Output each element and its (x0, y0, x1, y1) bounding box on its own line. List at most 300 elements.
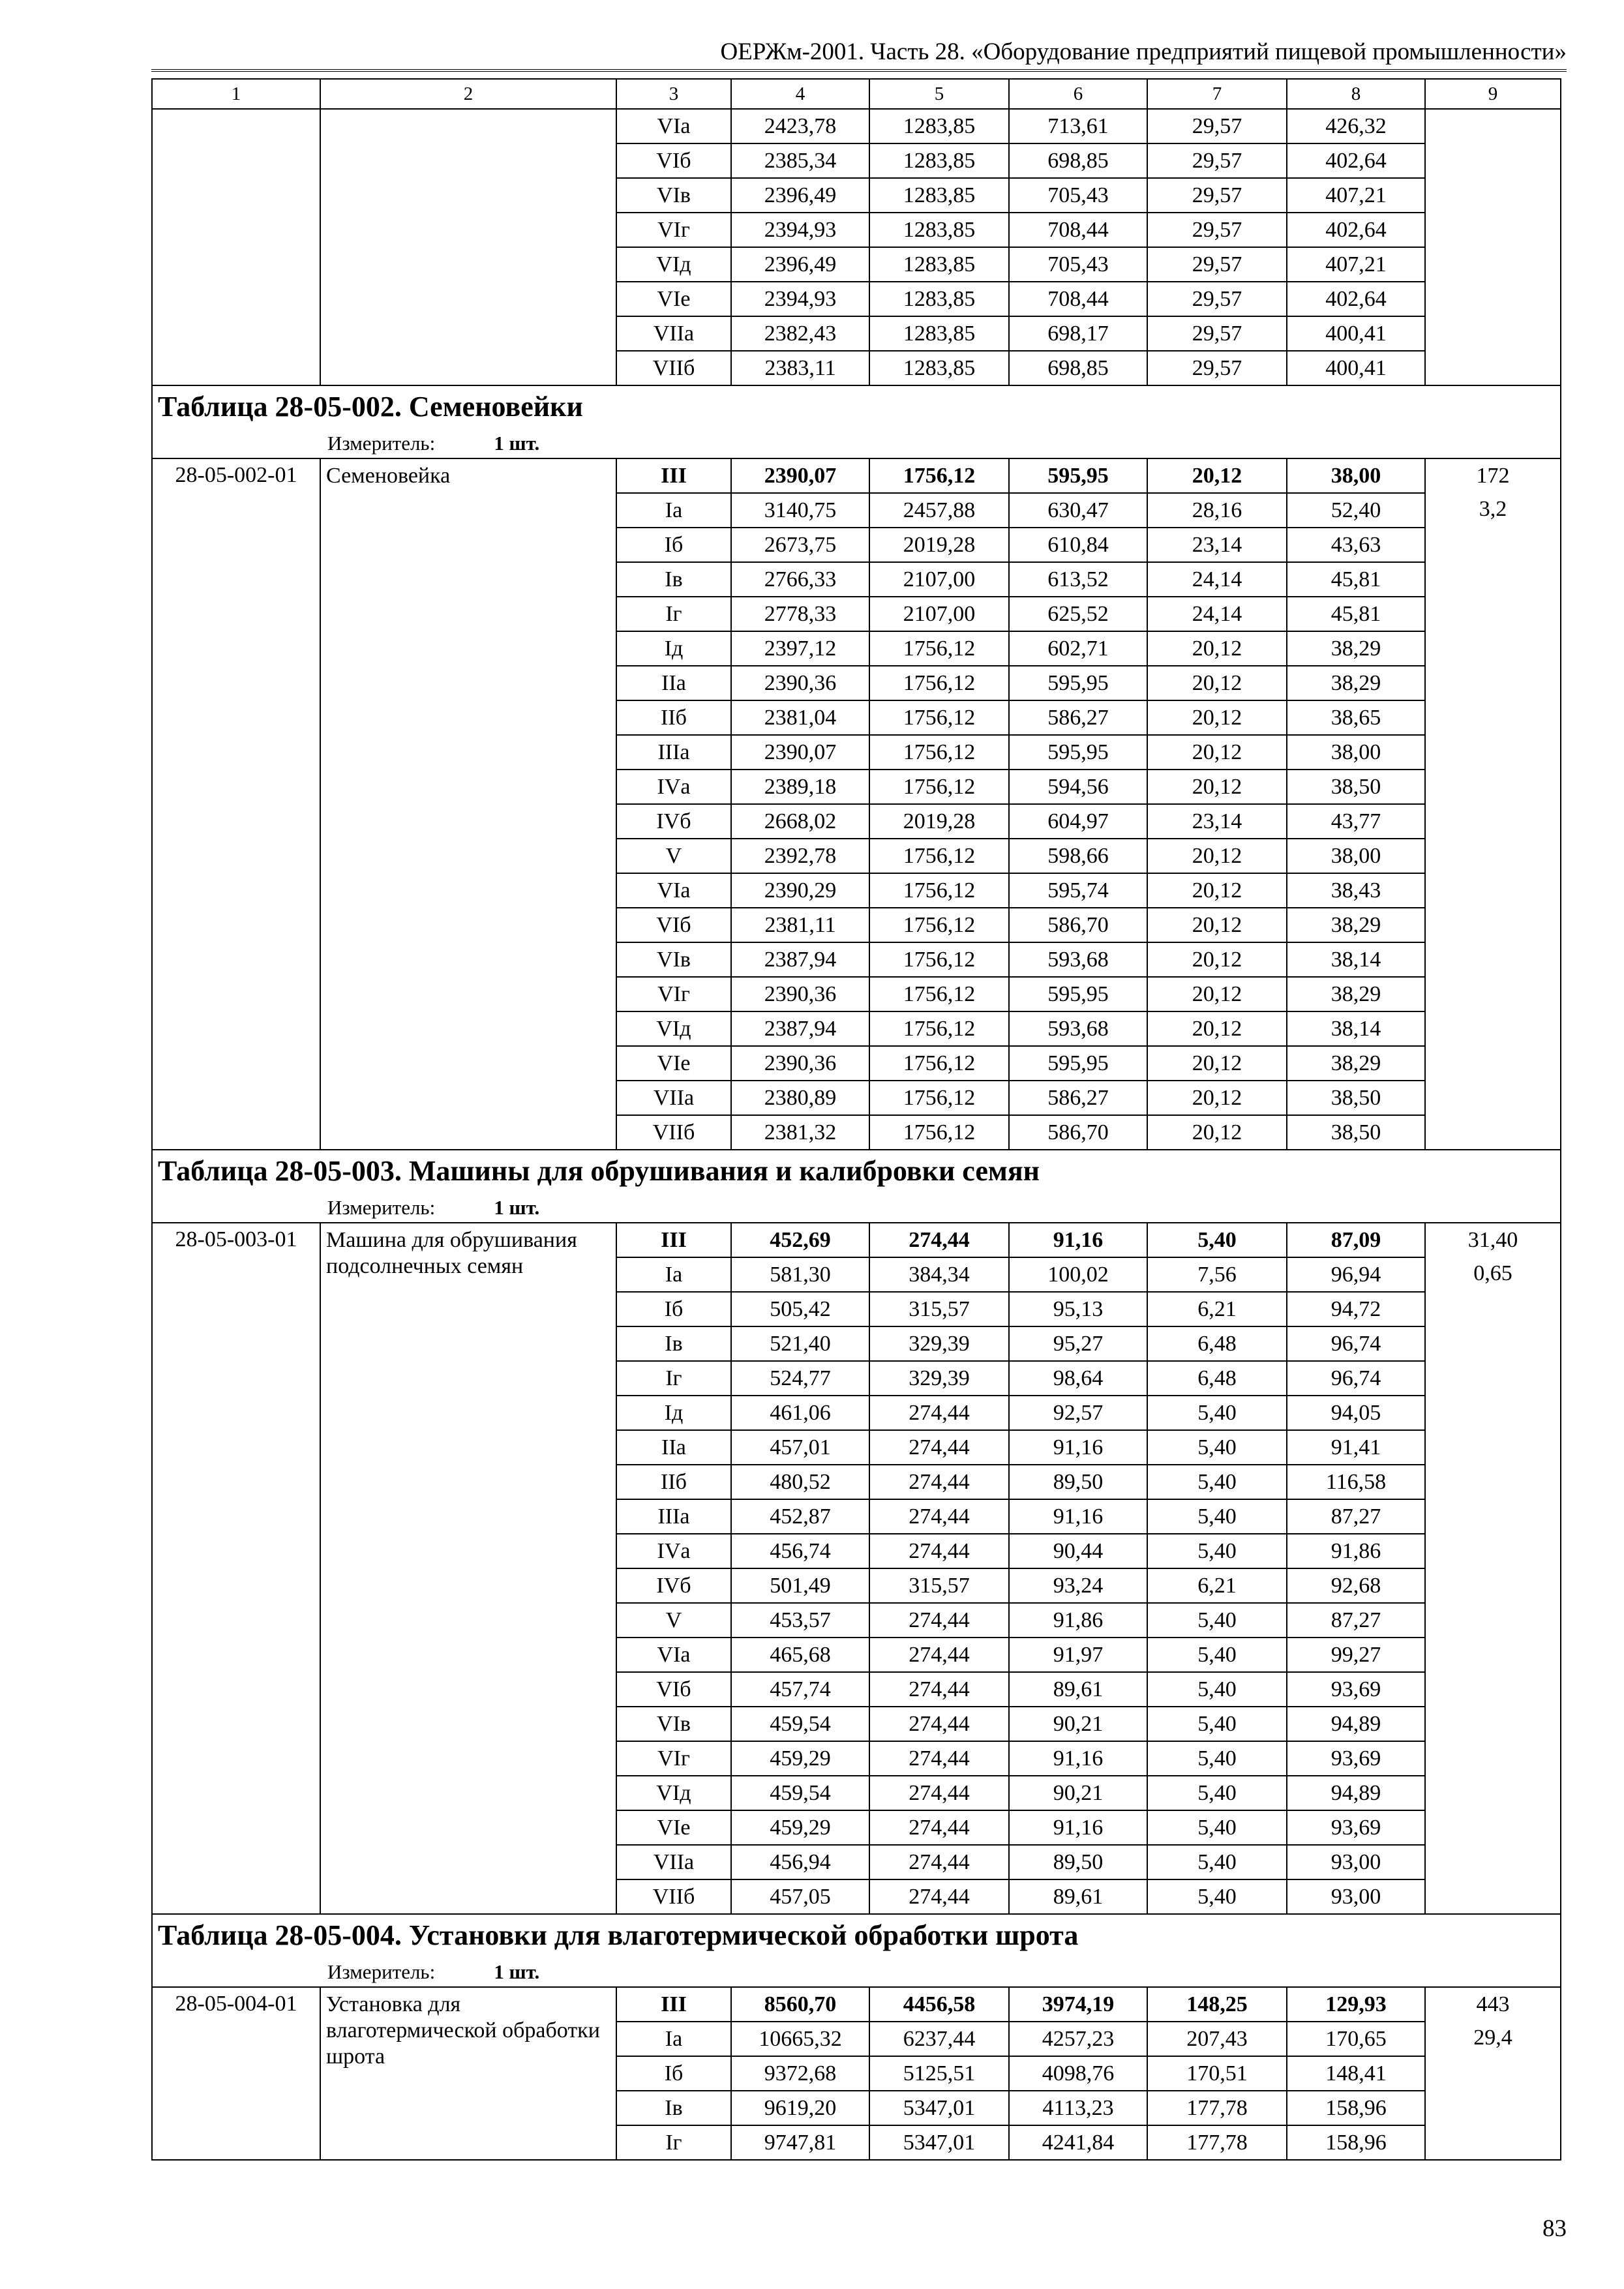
value-cell: 274,44 (869, 1810, 1009, 1845)
value-cell: 1283,85 (869, 351, 1009, 385)
zone-cell: Iг (616, 2125, 731, 2160)
value-cell: 329,39 (869, 1326, 1009, 1361)
value-cell: 9372,68 (731, 2056, 869, 2091)
value-cell: 274,44 (869, 1638, 1009, 1672)
value-cell: 2390,36 (731, 666, 869, 700)
value-cell: 598,66 (1009, 839, 1147, 873)
value-cell: 708,44 (1009, 213, 1147, 247)
value-cell: 5,40 (1147, 1223, 1287, 1257)
zone-cell: IVб (616, 1568, 731, 1603)
page-header: ОЕРЖм-2001. Часть 28. «Оборудование предприятий пищевой промышленности» (151, 38, 1567, 72)
value-cell: 274,44 (869, 1499, 1009, 1534)
value-cell: 92,68 (1287, 1568, 1425, 1603)
value-cell: 595,95 (1009, 977, 1147, 1011)
zone-cell: VIд (616, 247, 731, 282)
value-cell: 2392,78 (731, 839, 869, 873)
unit-row (152, 429, 1561, 458)
extra-value: 0,65 (1473, 1261, 1512, 1285)
value-cell: 43,77 (1287, 804, 1425, 839)
value-cell: 38,29 (1287, 1046, 1425, 1081)
unit-label: Измеритель: (327, 1196, 436, 1219)
column-number: 8 (1287, 79, 1425, 109)
code-cell (152, 109, 320, 385)
value-cell: 595,95 (1009, 1046, 1147, 1081)
value-cell: 6,21 (1147, 1292, 1287, 1326)
value-cell: 400,41 (1287, 316, 1425, 351)
value-cell: 456,74 (731, 1534, 869, 1568)
value-cell: 98,64 (1009, 1361, 1147, 1396)
value-cell: 20,12 (1147, 631, 1287, 666)
value-cell: 1756,12 (869, 770, 1009, 804)
zone-cell: VIIб (616, 351, 731, 385)
value-cell: 93,69 (1287, 1810, 1425, 1845)
item-extra (1425, 1987, 1561, 2160)
zone-cell: III (616, 1987, 731, 2022)
value-cell: 2107,00 (869, 597, 1009, 631)
value-cell: 630,47 (1009, 493, 1147, 528)
value-cell: 2390,07 (731, 735, 869, 770)
value-cell: 10665,32 (731, 2022, 869, 2056)
value-cell: 602,71 (1009, 631, 1147, 666)
value-cell: 2383,11 (731, 351, 869, 385)
value-cell: 2380,89 (731, 1081, 869, 1115)
item-extra (1425, 1223, 1561, 1914)
value-cell: 586,70 (1009, 908, 1147, 942)
zone-cell: IIIа (616, 735, 731, 770)
value-cell: 148,25 (1147, 1987, 1287, 2022)
value-cell: 100,02 (1009, 1257, 1147, 1292)
value-cell: 456,94 (731, 1845, 869, 1879)
unit-value: 1 шт. (494, 1960, 540, 1983)
zone-cell: VIIб (616, 1879, 731, 1914)
value-cell: 274,44 (869, 1396, 1009, 1430)
value-cell: 94,89 (1287, 1776, 1425, 1810)
extra-cell (1425, 109, 1561, 385)
value-cell: 93,24 (1009, 1568, 1147, 1603)
table-row (152, 1223, 1561, 1257)
value-cell: 38,00 (1287, 735, 1425, 770)
value-cell: 1756,12 (869, 839, 1009, 873)
value-cell: 20,12 (1147, 1081, 1287, 1115)
value-cell: 87,27 (1287, 1603, 1425, 1638)
value-cell: 92,57 (1009, 1396, 1147, 1430)
value-cell: 698,85 (1009, 143, 1147, 178)
item-code: 28-05-003-01 (152, 1223, 320, 1914)
zone-cell: VIв (616, 178, 731, 213)
value-cell: 3140,75 (731, 493, 869, 528)
section-title: Таблица 28-05-004. Установки для влаготермической обработки шрота (152, 1914, 1561, 1958)
unit-label: Измеритель: (327, 432, 436, 455)
value-cell: 3974,19 (1009, 1987, 1147, 2022)
zone-cell: VIв (616, 1707, 731, 1741)
zone-cell: VIа (616, 109, 731, 143)
zone-cell: VIе (616, 1810, 731, 1845)
value-cell: 480,52 (731, 1465, 869, 1499)
value-cell: 407,21 (1287, 247, 1425, 282)
value-cell: 20,12 (1147, 873, 1287, 908)
zone-cell: III (616, 1223, 731, 1257)
value-cell: 5,40 (1147, 1396, 1287, 1430)
value-cell: 91,41 (1287, 1430, 1425, 1465)
value-cell: 2390,07 (731, 458, 869, 493)
value-cell: 384,34 (869, 1257, 1009, 1292)
zone-cell: Iд (616, 631, 731, 666)
zone-cell: Iа (616, 2022, 731, 2056)
value-cell: 2389,18 (731, 770, 869, 804)
zone-cell: Iв (616, 562, 731, 597)
value-cell: 38,14 (1287, 1011, 1425, 1046)
value-cell: 274,44 (869, 1672, 1009, 1707)
value-cell: 20,12 (1147, 908, 1287, 942)
zone-cell: Iа (616, 493, 731, 528)
zone-cell: VIб (616, 143, 731, 178)
value-cell: 457,01 (731, 1430, 869, 1465)
value-cell: 20,12 (1147, 839, 1287, 873)
value-cell: 170,51 (1147, 2056, 1287, 2091)
value-cell: 2673,75 (731, 528, 869, 562)
value-cell: 38,14 (1287, 942, 1425, 977)
value-cell: 5347,01 (869, 2125, 1009, 2160)
value-cell: 20,12 (1147, 770, 1287, 804)
value-cell: 4098,76 (1009, 2056, 1147, 2091)
value-cell: 29,57 (1147, 143, 1287, 178)
unit-cell (152, 1958, 1561, 1987)
zone-cell: Iб (616, 1292, 731, 1326)
value-cell: 402,64 (1287, 282, 1425, 316)
zone-cell: VIа (616, 873, 731, 908)
value-cell: 2387,94 (731, 942, 869, 977)
value-cell: 274,44 (869, 1430, 1009, 1465)
value-cell: 29,57 (1147, 282, 1287, 316)
zone-cell: Iг (616, 1361, 731, 1396)
value-cell: 400,41 (1287, 351, 1425, 385)
value-cell: 2396,49 (731, 247, 869, 282)
column-number: 2 (320, 79, 616, 109)
section-title-row (152, 385, 1561, 429)
value-cell: 595,95 (1009, 458, 1147, 493)
value-cell: 524,77 (731, 1361, 869, 1396)
value-cell: 5,40 (1147, 1638, 1287, 1672)
value-cell: 1283,85 (869, 247, 1009, 282)
value-cell: 1756,12 (869, 735, 1009, 770)
value-cell: 459,29 (731, 1810, 869, 1845)
value-cell: 1756,12 (869, 1115, 1009, 1150)
value-cell: 99,27 (1287, 1638, 1425, 1672)
value-cell: 315,57 (869, 1292, 1009, 1326)
value-cell: 177,78 (1147, 2091, 1287, 2125)
value-cell: 94,72 (1287, 1292, 1425, 1326)
value-cell: 505,42 (731, 1292, 869, 1326)
value-cell: 2390,29 (731, 873, 869, 908)
value-cell: 593,68 (1009, 1011, 1147, 1046)
zone-cell: VIб (616, 1672, 731, 1707)
value-cell: 93,69 (1287, 1672, 1425, 1707)
value-cell: 1756,12 (869, 666, 1009, 700)
value-cell: 38,50 (1287, 1081, 1425, 1115)
value-cell: 1756,12 (869, 942, 1009, 977)
value-cell: 1756,12 (869, 873, 1009, 908)
value-cell: 4241,84 (1009, 2125, 1147, 2160)
section-title-row (152, 1914, 1561, 1958)
zone-cell: III (616, 458, 731, 493)
value-cell: 459,54 (731, 1776, 869, 1810)
value-cell: 5,40 (1147, 1741, 1287, 1776)
value-cell: 426,32 (1287, 109, 1425, 143)
page-number: 83 (1542, 2215, 1567, 2242)
value-cell: 89,61 (1009, 1879, 1147, 1914)
value-cell: 45,81 (1287, 597, 1425, 631)
value-cell: 521,40 (731, 1326, 869, 1361)
value-cell: 90,21 (1009, 1776, 1147, 1810)
unit-cell (152, 1193, 1561, 1223)
column-number: 5 (869, 79, 1009, 109)
value-cell: 91,16 (1009, 1223, 1147, 1257)
zone-cell: Iв (616, 2091, 731, 2125)
value-cell: 2668,02 (731, 804, 869, 839)
column-number: 3 (616, 79, 731, 109)
value-cell: 274,44 (869, 1534, 1009, 1568)
value-cell: 29,57 (1147, 351, 1287, 385)
zone-cell: IIб (616, 1465, 731, 1499)
value-cell: 457,05 (731, 1879, 869, 1914)
zone-cell: IIIа (616, 1499, 731, 1534)
value-cell: 20,12 (1147, 700, 1287, 735)
value-cell: 2019,28 (869, 804, 1009, 839)
value-cell: 91,86 (1009, 1603, 1147, 1638)
value-cell: 2390,36 (731, 1046, 869, 1081)
value-cell: 91,86 (1287, 1534, 1425, 1568)
table-row (152, 458, 1561, 493)
value-cell: 2778,33 (731, 597, 869, 631)
extra-value: 3,2 (1479, 497, 1507, 521)
value-cell: 90,21 (1009, 1707, 1147, 1741)
extra-value: 31,40 (1467, 1228, 1518, 1252)
value-cell: 2387,94 (731, 1011, 869, 1046)
value-cell: 20,12 (1147, 977, 1287, 1011)
value-cell: 1756,12 (869, 1011, 1009, 1046)
value-cell: 329,39 (869, 1361, 1009, 1396)
value-cell: 1756,12 (869, 700, 1009, 735)
table-row (152, 1987, 1561, 2022)
value-cell: 9747,81 (731, 2125, 869, 2160)
value-cell: 38,00 (1287, 458, 1425, 493)
value-cell: 2397,12 (731, 631, 869, 666)
value-cell: 23,14 (1147, 528, 1287, 562)
value-cell: 6,48 (1147, 1361, 1287, 1396)
column-number: 1 (152, 79, 320, 109)
value-cell: 23,14 (1147, 804, 1287, 839)
value-cell: 459,29 (731, 1741, 869, 1776)
value-cell: 38,50 (1287, 770, 1425, 804)
value-cell: 610,84 (1009, 528, 1147, 562)
zone-cell: IVа (616, 1534, 731, 1568)
value-cell: 29,57 (1147, 109, 1287, 143)
value-cell: 24,14 (1147, 597, 1287, 631)
value-cell: 9619,20 (731, 2091, 869, 2125)
value-cell: 87,27 (1287, 1499, 1425, 1534)
value-cell: 1283,85 (869, 143, 1009, 178)
value-cell: 91,97 (1009, 1638, 1147, 1672)
zone-cell: VIIб (616, 1115, 731, 1150)
value-cell: 6,48 (1147, 1326, 1287, 1361)
value-cell: 586,27 (1009, 1081, 1147, 1115)
value-cell: 5,40 (1147, 1672, 1287, 1707)
value-cell: 581,30 (731, 1257, 869, 1292)
value-cell: 501,49 (731, 1568, 869, 1603)
unit-value: 1 шт. (494, 1196, 540, 1219)
price-table (151, 78, 1561, 2161)
value-cell: 1283,85 (869, 109, 1009, 143)
value-cell: 45,81 (1287, 562, 1425, 597)
section-title-row (152, 1150, 1561, 1193)
value-cell: 38,29 (1287, 977, 1425, 1011)
value-cell: 459,54 (731, 1707, 869, 1741)
value-cell: 274,44 (869, 1879, 1009, 1914)
value-cell: 29,57 (1147, 178, 1287, 213)
value-cell: 93,69 (1287, 1741, 1425, 1776)
value-cell: 586,70 (1009, 1115, 1147, 1150)
value-cell: 43,63 (1287, 528, 1425, 562)
value-cell: 4456,58 (869, 1987, 1009, 2022)
value-cell: 2766,33 (731, 562, 869, 597)
unit-label: Измеритель: (327, 1960, 436, 1983)
value-cell: 274,44 (869, 1776, 1009, 1810)
value-cell: 1756,12 (869, 458, 1009, 493)
value-cell: 38,29 (1287, 908, 1425, 942)
value-cell: 698,85 (1009, 351, 1147, 385)
value-cell: 95,27 (1009, 1326, 1147, 1361)
unit-row (152, 1193, 1561, 1223)
value-cell: 4113,23 (1009, 2091, 1147, 2125)
value-cell: 89,61 (1009, 1672, 1147, 1707)
value-cell: 6,21 (1147, 1568, 1287, 1603)
zone-cell: IIа (616, 1430, 731, 1465)
value-cell: 93,00 (1287, 1845, 1425, 1879)
value-cell: 20,12 (1147, 1115, 1287, 1150)
zone-cell: VIг (616, 213, 731, 247)
value-cell: 705,43 (1009, 247, 1147, 282)
value-cell: 1756,12 (869, 631, 1009, 666)
value-cell: 713,61 (1009, 109, 1147, 143)
extra-value: 29,4 (1473, 2026, 1512, 2050)
value-cell: 29,57 (1147, 247, 1287, 282)
section-title: Таблица 28-05-003. Машины для обрушивания и калибровки семян (152, 1150, 1561, 1193)
value-cell: 698,17 (1009, 316, 1147, 351)
value-cell: 1756,12 (869, 1046, 1009, 1081)
value-cell: 1756,12 (869, 908, 1009, 942)
value-cell: 274,44 (869, 1741, 1009, 1776)
zone-cell: VIд (616, 1011, 731, 1046)
value-cell: 5,40 (1147, 1534, 1287, 1568)
value-cell: 207,43 (1147, 2022, 1287, 2056)
value-cell: 595,95 (1009, 735, 1147, 770)
value-cell: 96,94 (1287, 1257, 1425, 1292)
value-cell: 1283,85 (869, 282, 1009, 316)
item-code: 28-05-004-01 (152, 1987, 320, 2160)
value-cell: 5,40 (1147, 1707, 1287, 1741)
item-extra (1425, 458, 1561, 1150)
zone-cell: VIIа (616, 1081, 731, 1115)
zone-cell: VIв (616, 942, 731, 977)
value-cell: 38,43 (1287, 873, 1425, 908)
unit-cell (152, 429, 1561, 458)
value-cell: 170,65 (1287, 2022, 1425, 2056)
value-cell: 52,40 (1287, 493, 1425, 528)
value-cell: 38,29 (1287, 666, 1425, 700)
item-name: Семеновейка (320, 458, 616, 1150)
value-cell: 6237,44 (869, 2022, 1009, 2056)
column-number: 6 (1009, 79, 1147, 109)
value-cell: 28,16 (1147, 493, 1287, 528)
zone-cell: VIа (616, 1638, 731, 1672)
value-cell: 2396,49 (731, 178, 869, 213)
value-cell: 5125,51 (869, 2056, 1009, 2091)
value-cell: 91,16 (1009, 1430, 1147, 1465)
value-cell: 274,44 (869, 1707, 1009, 1741)
value-cell: 96,74 (1287, 1361, 1425, 1396)
value-cell: 625,52 (1009, 597, 1147, 631)
item-name: Установка для влаготермической обработки шрота (320, 1987, 616, 2160)
value-cell: 465,68 (731, 1638, 869, 1672)
value-cell: 177,78 (1147, 2125, 1287, 2160)
value-cell: 1283,85 (869, 213, 1009, 247)
value-cell: 2019,28 (869, 528, 1009, 562)
value-cell: 158,96 (1287, 2125, 1425, 2160)
extra-value: 443 (1476, 1992, 1510, 2016)
value-cell: 5,40 (1147, 1430, 1287, 1465)
zone-cell: VIг (616, 977, 731, 1011)
value-cell: 87,09 (1287, 1223, 1425, 1257)
zone-cell: VIIа (616, 1845, 731, 1879)
value-cell: 29,57 (1147, 213, 1287, 247)
item-name: Машина для обрушивания подсолнечных семян (320, 1223, 616, 1914)
value-cell: 38,65 (1287, 700, 1425, 735)
value-cell: 93,00 (1287, 1879, 1425, 1914)
value-cell: 148,41 (1287, 2056, 1425, 2091)
value-cell: 7,56 (1147, 1257, 1287, 1292)
value-cell: 20,12 (1147, 1011, 1287, 1046)
value-cell: 274,44 (869, 1845, 1009, 1879)
value-cell: 2382,43 (731, 316, 869, 351)
value-cell: 457,74 (731, 1672, 869, 1707)
column-number: 9 (1425, 79, 1561, 109)
value-cell: 604,97 (1009, 804, 1147, 839)
value-cell: 38,00 (1287, 839, 1425, 873)
zone-cell: VIг (616, 1741, 731, 1776)
value-cell: 1283,85 (869, 316, 1009, 351)
value-cell: 5,40 (1147, 1879, 1287, 1914)
value-cell: 2107,00 (869, 562, 1009, 597)
value-cell: 2381,11 (731, 908, 869, 942)
value-cell: 452,87 (731, 1499, 869, 1534)
value-cell: 407,21 (1287, 178, 1425, 213)
zone-cell: IIа (616, 666, 731, 700)
value-cell: 91,16 (1009, 1499, 1147, 1534)
zone-cell: Iа (616, 1257, 731, 1292)
zone-cell: Iд (616, 1396, 731, 1430)
zone-cell: VIе (616, 1046, 731, 1081)
value-cell: 2423,78 (731, 109, 869, 143)
zone-cell: Iг (616, 597, 731, 631)
value-cell: 8560,70 (731, 1987, 869, 2022)
value-cell: 613,52 (1009, 562, 1147, 597)
extra-value: 172 (1476, 464, 1510, 488)
zone-cell: IVб (616, 804, 731, 839)
value-cell: 274,44 (869, 1465, 1009, 1499)
value-cell: 594,56 (1009, 770, 1147, 804)
zone-cell: VIд (616, 1776, 731, 1810)
zone-cell: Iв (616, 1326, 731, 1361)
